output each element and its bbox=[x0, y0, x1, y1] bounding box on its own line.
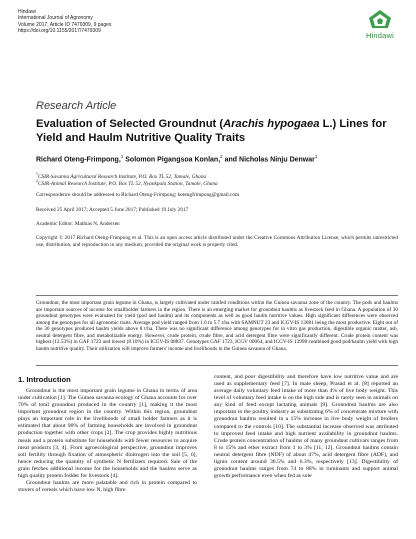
correspondence-line: Correspondence should be addressed to Richard Oteng-Frimpong; kotengfrimpong@gmail.com bbox=[36, 192, 240, 198]
author-sup: 1 bbox=[120, 154, 124, 159]
affiliation-text: CSIR-Savanna Agricultural Research Institute, P.O. Box TL 52, Tamale, Ghana bbox=[37, 173, 207, 180]
body-paragraph: content, and poor digestibility and therefore have low nutritive value and are used as supplementary feed [7]. In male sheep, Prasad et al. [8] reported an average daily voluntary feed intake of more than 4% of live body weight. This level of voluntary feed intake is on the high side and is rarely seen in animals on any kind of feed except lactating animals [9]. Groundnut haulms are also important in the poultry industry as substituting 6% of concentrate mixture with groundnut haulms resulted in a 15% increase in live body weight of broilers compared to the controls [10]. The substantial increase observed was attributed to improved feed intake and high nutrient availability in groundnut haulms. Crude protein concentration of haulms of many groundnut cultivars ranges from 8 to 15% and ether extract from 1 to 3% [11, 12]. Groundnut haulms contain neutral detergent fibre (NDF) of about 47%, acid detergent fibre (ADF), and lignin content around 36.5% and 6.3%, respectively [13]. Digestibility of groundnut haulms ranges from 74 to 88% in ruminants and support animal growth performance even when fed as sole bbox=[214, 374, 398, 480]
affiliation-sup: 2 bbox=[36, 179, 38, 183]
volume-line: Volume 2017, Article ID 7479309, 9 pages bbox=[18, 21, 112, 28]
body-column-left bbox=[18, 388, 197, 494]
author-name[interactable]: and Nicholas Ninju Denwar bbox=[224, 156, 315, 164]
body-paragraph: Groundnut is the most important grain legume in Ghana in terms of area under cultivation [1]. The Guinea savanna ecology of Ghana accounts for over 70% of total groundnut produced in the country [1], making it the most important groundnut region in the country. Within this region, groundnut plays an important role in the livelihoods of small holder farmers as it is estimated that about 90% of farming households are involved in groundnut production together with other crops [2]. The crop provides highly nutritious meals and a protein substitute for households with fewer resources to acquire meat products [3, 4]. From agroecological perspective, groundnut improves soil fertility through fixation of atmospheric dinitrogen into the soil [5, 6], hence reducing the quantity of synthetic N fertilizers required. Sale of the grain fetches additional income for the households and the haulms serve as high quality protein fodder for livestock [4]. bbox=[18, 388, 197, 479]
journal-name: International Journal of Agronomy bbox=[18, 15, 93, 22]
author-name[interactable]: Richard Oteng-Frimpong, bbox=[36, 156, 121, 164]
title-part-2: L.) Lines for Yield and Haulm Nutritive Quality Traits bbox=[36, 118, 387, 144]
academic-editor-line: Academic Editor: Mathias N. Andersen bbox=[36, 221, 120, 227]
author-list bbox=[36, 154, 406, 163]
paper-title bbox=[36, 118, 396, 145]
affiliation-2 bbox=[36, 178, 396, 187]
hindawi-logo-icon bbox=[367, 8, 393, 30]
author-sup: 1 bbox=[314, 154, 318, 159]
title-species-italic: Arachis hypogaea bbox=[223, 118, 320, 130]
section-heading: 1. Introduction bbox=[18, 375, 71, 384]
affiliation-sup: 1 bbox=[36, 172, 38, 176]
article-type: Research Article bbox=[36, 100, 117, 112]
hindawi-logo bbox=[358, 8, 402, 42]
doi-link[interactable]: https://doi.org/10.1155/2017/7479309 bbox=[18, 28, 101, 35]
affiliation-text: CSIR-Animal Research Institute, P.O. Box TL 52, Nyankpala Station, Tamale, Ghana bbox=[37, 180, 218, 187]
body-paragraph: Groundnut haulms are more palatable and rich in protein compared to stovers of cereals which have low N, high fibre bbox=[18, 480, 197, 494]
divider-line bbox=[36, 295, 398, 296]
author-sup: 2 bbox=[220, 154, 223, 159]
journal-info bbox=[18, 9, 258, 35]
author-name[interactable]: Solomon Pigangsoa Konlan, bbox=[125, 156, 221, 164]
copyright-notice: Copyright © 2017 Richard Oteng-Frimpong et al. This is an open access article distributed under the Creative Commons Attribution License, which permits unrestricted use, distribution, and reproduction in any medium, provided the original work is properly cited. bbox=[36, 235, 398, 248]
publisher-name: Hindawi bbox=[18, 9, 36, 15]
body-column-right bbox=[214, 374, 398, 480]
title-part-1: Evaluation of Selected Groundnut ( bbox=[36, 118, 224, 130]
divider-line bbox=[36, 365, 398, 366]
logo-wordmark: Hindawi bbox=[365, 31, 395, 40]
abstract-text: Groundnut, the most important grain legume in Ghana, is largely cultivated under rainfed conditions within the Guinea savanna zone of the country. The pods and haulms are important sources of income for smallholder farmers in the region. There is an emerging market for groundnut haulms as livestock feed in Ghana. A population of 30 groundnut genotypes were evaluated for yield (pod and haulm) and its components as well as good haulm nutritive values. High significant differences were observed among the genotypes for all agronomic traits. Average pod yield ranged from 1.6 to 5.7 t/ha with SAMNUT 23 and ICGV-IS 13081 being the most productive. Eight out of the 30 genotypes produced haulm yields above 8 t/ha. There was no significant difference among genotypes for in vitro gas production, digestible organic matter, ash, neutral detergent fibre, and metabolizable energy. However, crude protein, crude fibre, and acid detergent fibre were significantly different. Crude protein content was highest (12.53%) in GAF 1723 and lowest (8.10%) in ICGV-IS 08837. Genotypes GAF 1723, ICGV 00064, and ICGV-IS 13998 combined good pod/haulm yield with high haulm nutritive quality. Their utilization will improve farmers' income and livelihoods in the Guinea savanna of Ghana. bbox=[36, 300, 398, 352]
dates-line: Received 25 April 2017; Accepted 5 June 2017; Published 19 July 2017 bbox=[36, 207, 189, 213]
